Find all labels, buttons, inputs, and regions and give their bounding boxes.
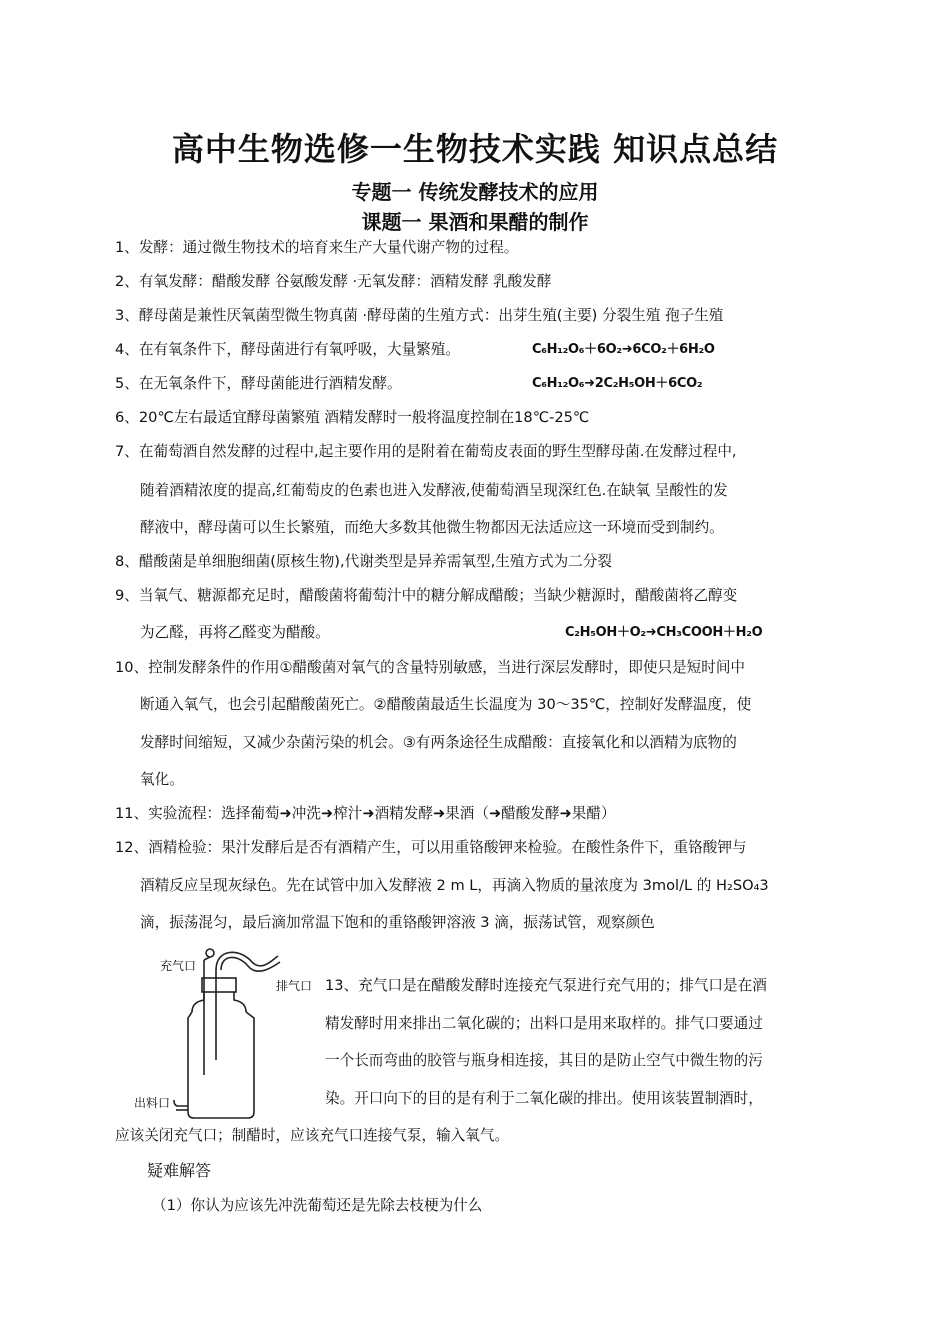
item-7-line-2: 随着酒精浓度的提高,红葡萄皮的色素也进入发酵液,使葡萄酒呈现深红色.在缺氧 呈酸性的发 <box>140 482 728 499</box>
faq-question-1: （1）你认为应该先冲洗葡萄还是先除去枝梗为什么 <box>152 1197 483 1214</box>
item-1: 1、发酵：通过微生物技术的培育来生产大量代谢产物的过程。 <box>115 239 519 256</box>
item-13-line-2: 精发酵时用来排出二氧化碳的；出料口是用来取样的。排气口要通过 <box>325 1015 763 1032</box>
item-12-line-1: 12、酒精检验：果汁发酵后是否有酒精产生，可以用重铬酸钾来检验。在酸性条件下，重铬酸钾与 <box>115 839 747 856</box>
lesson-heading: 课题一 果酒和果醋的制作 <box>361 210 589 234</box>
item-11: 11、实验流程：选择葡萄➜冲洗➜榨汁➜酒精发酵➜果酒（➜醋酸发酵➜果醋） <box>115 805 616 822</box>
item-10-line-1: 10、控制发酵条件的作用①醋酸菌对氧气的含量特别敏感，当进行深层发酵时，即使只是短时间中 <box>115 659 746 676</box>
inlet-label: 充气口 <box>160 959 197 973</box>
item-12-line-2: 酒精反应呈现灰绿色。先在试管中加入发酵液 2 m L，再滴入物质的量浓度为 3mol/L 的 H₂SO₄3 <box>140 877 769 894</box>
item-3: 3、酵母菌是兼性厌氧菌型微生物真菌 ·酵母菌的生殖方式：出芽生殖(主要) 分裂生殖 孢子生殖 <box>115 307 724 324</box>
topic-heading: 专题一 传统发酵技术的应用 <box>351 180 599 204</box>
item-10-line-4: 氧化。 <box>140 771 184 788</box>
item-10-line-3: 发酵时间缩短，又减少杂菌污染的机会。③有两条途径生成醋酸：直接氧化和以酒精为底物的 <box>140 734 737 751</box>
faq-heading: 疑难解答 <box>147 1161 212 1180</box>
item-2: 2、有氧发酵：醋酸发酵 谷氨酸发酵 ·无氧发酵：酒精发酵 乳酸发酵 <box>115 273 552 290</box>
item-10-line-2: 断通入氧气，也会引起醋酸菌死亡。②醋酸菌最适生长温度为 30～35℃，控制好发酵温度，使 <box>140 696 752 713</box>
item-6: 6、20℃左右最适宜酵母菌繁殖 酒精发酵时一般将温度控制在18℃-25℃ <box>115 409 590 426</box>
item-13-line-1: 13、充气口是在醋酸发酵时连接充气泵进行充气用的；排气口是在酒 <box>325 977 767 994</box>
formula-anaerobic: C₆H₁₂O₆➜2C₂H₅OH＋6CO₂ <box>532 376 703 391</box>
exhaust-label: 排气口 <box>276 979 313 993</box>
item-5: 5、在无氧条件下，酵母菌能进行酒精发酵。 <box>115 375 402 392</box>
item-7-line-1: 7、在葡萄酒自然发酵的过程中,起主要作用的是附着在葡萄皮表面的野生型酵母菌.在发酵过程中, <box>115 443 737 460</box>
item-9-line-1: 9、当氧气、糖源都充足时，醋酸菌将葡萄汁中的糖分解成醋酸；当缺少糖源时，醋酸菌将乙醇变 <box>115 587 738 604</box>
outlet-label: 出料口 <box>134 1096 171 1110</box>
item-13-line-3: 一个长而弯曲的胶管与瓶身相连接，其目的是防止空气中微生物的污 <box>325 1052 763 1069</box>
item-7-line-3: 酵液中，酵母菌可以生长繁殖，而绝大多数其他微生物都因无法适应这一环境而受到制约。 <box>140 519 724 536</box>
formula-acetic: C₂H₅OH＋O₂➜CH₃COOH＋H₂O <box>565 625 763 640</box>
item-13-line-4: 染。开口向下的目的是有利于二氧化碳的排出。使用该装置制酒时， <box>325 1090 763 1107</box>
formula-aerobic: C₆H₁₂O₆＋6O₂➜6CO₂＋6H₂O <box>532 342 715 357</box>
item-9-line-2: 为乙醛，再将乙醛变为醋酸。 <box>140 624 330 641</box>
document-title: 高中生物选修一生物技术实践 知识点总结 <box>171 130 779 168</box>
item-12-line-3: 滴，振荡混匀，最后滴加常温下饱和的重铬酸钾溶液 3 滴，振荡试管，观察颜色 <box>140 914 655 931</box>
item-8: 8、醋酸菌是单细胞细菌(原核生物),代谢类型是异养需氧型,生殖方式为二分裂 <box>115 553 612 570</box>
item-4: 4、在有氧条件下，酵母菌进行有氧呼吸，大量繁殖。 <box>115 341 460 358</box>
item-13-line-5: 应该关闭充气口；制醋时，应该充气口连接气泵，输入氧气。 <box>115 1127 510 1144</box>
